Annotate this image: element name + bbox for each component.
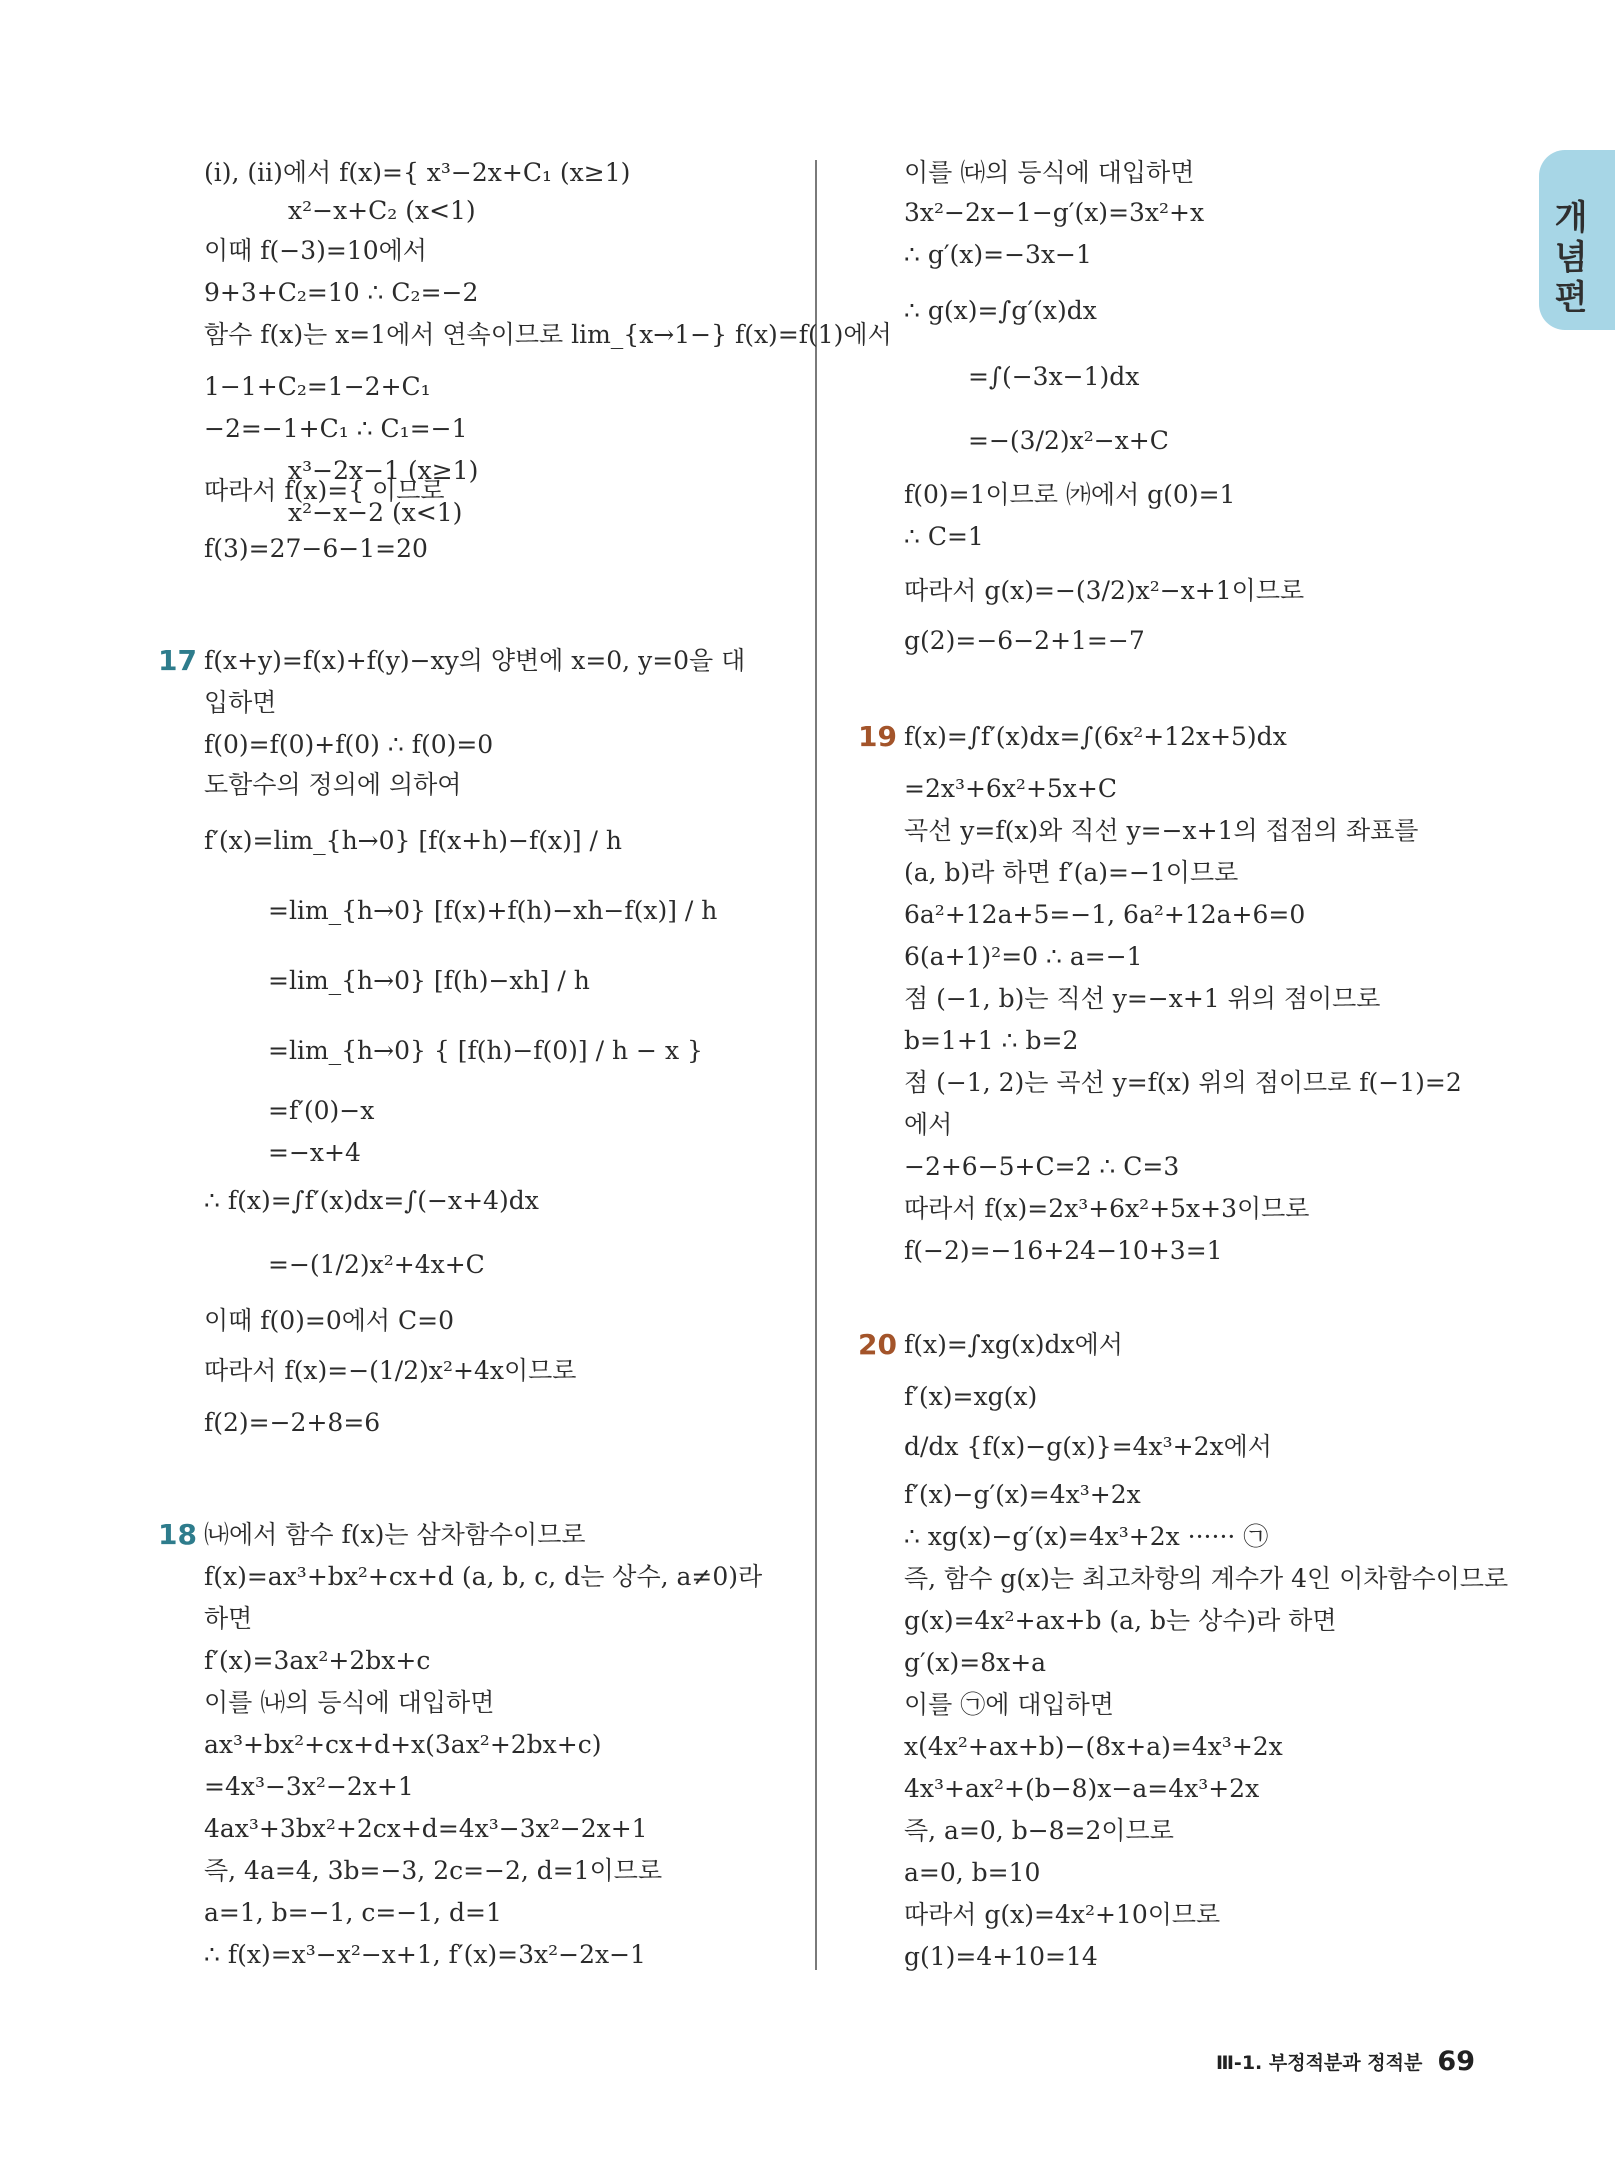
solution-line: 따라서 f(x)=2x³+6x²+5x+3이므로 bbox=[904, 1194, 1310, 1223]
solution-line: 6(a+1)²=0 ∴ a=−1 bbox=[904, 942, 1143, 971]
solution-line: d/dx {f(x)−g(x)}=4x³+2x에서 bbox=[904, 1432, 1272, 1461]
solution-line: x(4x²+ax+b)−(8x+a)=4x³+2x bbox=[904, 1732, 1283, 1761]
solution-line: b=1+1 ∴ b=2 bbox=[904, 1026, 1079, 1055]
side-tab-char: 념 bbox=[1554, 238, 1588, 278]
solution-line: g′(x)=8x+a bbox=[904, 1648, 1047, 1677]
solution-line: 6a²+12a+5=−1, 6a²+12a+6=0 bbox=[904, 900, 1306, 929]
solution-line: ∴ xg(x)−g′(x)=4x³+2x ······ ㉠ bbox=[904, 1522, 1269, 1551]
solution-line: 9+3+C₂=10 ∴ C₂=−2 bbox=[204, 278, 479, 307]
solution-line: 1−1+C₂=1−2+C₁ bbox=[204, 372, 431, 401]
solution-line: ∴ C=1 bbox=[904, 522, 984, 551]
side-tab-char: 개 bbox=[1554, 198, 1588, 238]
page-footer bbox=[1216, 2046, 1475, 2077]
solution-line: =2x³+6x²+5x+C bbox=[904, 774, 1117, 803]
solution-line: 따라서 f(x)={ 이므로 bbox=[204, 476, 445, 505]
solution-line: f(−2)=−16+24−10+3=1 bbox=[904, 1236, 1223, 1265]
solution-line: a=1, b=−1, c=−1, d=1 bbox=[204, 1898, 502, 1927]
side-tab-char: 편 bbox=[1554, 278, 1588, 318]
solution-line: (ⅰ), (ⅱ)에서 f(x)={ x³−2x+C₁ (x≥1) bbox=[204, 158, 631, 187]
solution-line: 즉, a=0, b−8=2이므로 bbox=[904, 1816, 1174, 1845]
solution-line: f(0)=1이므로 ㈎에서 g(0)=1 bbox=[904, 480, 1236, 509]
solution-line: 하면 bbox=[204, 1604, 253, 1633]
solution-line: f(x)=ax³+bx²+cx+d (a, b, c, d는 상수, a≠0)라 bbox=[204, 1562, 763, 1591]
solution-line: g(1)=4+10=14 bbox=[904, 1942, 1098, 1971]
problem-number: 17 bbox=[158, 644, 197, 677]
solution-line: f(x+y)=f(x)+f(y)−xy의 양변에 x=0, y=0을 대 bbox=[204, 646, 746, 675]
solution-line: =lim_{h→0} [f(x)+f(h)−xh−f(x)] / h bbox=[268, 896, 718, 925]
solution-line: f′(x)−g′(x)=4x³+2x bbox=[904, 1480, 1141, 1509]
solution-line: f(3)=27−6−1=20 bbox=[204, 534, 428, 563]
solution-line: f(x)=∫f′(x)dx=∫(6x²+12x+5)dx bbox=[904, 722, 1287, 751]
solution-line: f(0)=f(0)+f(0) ∴ f(0)=0 bbox=[204, 730, 494, 759]
solution-line: =lim_{h→0} { [f(h)−f(0)] / h − x } bbox=[268, 1036, 703, 1065]
solution-line: ∴ f(x)=x³−x²−x+1, f′(x)=3x²−2x−1 bbox=[204, 1940, 646, 1969]
solution-line: =f′(0)−x bbox=[268, 1096, 375, 1125]
solution-line: =−(3/2)x²−x+C bbox=[968, 426, 1169, 455]
problem-number: 19 bbox=[858, 720, 897, 753]
solution-line: x²−x−2 (x<1) bbox=[288, 498, 463, 527]
solution-line: −2=−1+C₁ ∴ C₁=−1 bbox=[204, 414, 468, 443]
solution-line: 점 (−1, b)는 직선 y=−x+1 위의 점이므로 bbox=[904, 984, 1381, 1013]
solution-line: f′(x)=lim_{h→0} [f(x+h)−f(x)] / h bbox=[204, 826, 623, 855]
solution-line: g(x)=4x²+ax+b (a, b는 상수)라 하면 bbox=[904, 1606, 1337, 1635]
page-number: 69 bbox=[1437, 2046, 1475, 2077]
solution-line: 이때 f(−3)=10에서 bbox=[204, 236, 427, 265]
solution-line: 3x²−2x−1−g′(x)=3x²+x bbox=[904, 198, 1205, 227]
section-side-tab bbox=[1539, 150, 1615, 330]
solution-line: (a, b)라 하면 f′(a)=−1이므로 bbox=[904, 858, 1239, 887]
solution-line: =∫(−3x−1)dx bbox=[968, 362, 1140, 391]
solution-line: f(2)=−2+8=6 bbox=[204, 1408, 381, 1437]
solution-line: 따라서 g(x)=−(3/2)x²−x+1이므로 bbox=[904, 576, 1305, 605]
column-divider bbox=[815, 160, 817, 1970]
solution-line: f′(x)=xg(x) bbox=[904, 1382, 1038, 1411]
solution-line: 이를 ㈏의 등식에 대입하면 bbox=[204, 1688, 495, 1717]
solution-line: a=0, b=10 bbox=[904, 1858, 1041, 1887]
solution-line: 입하면 bbox=[204, 688, 277, 717]
solution-line: 도함수의 정의에 의하여 bbox=[204, 770, 462, 799]
solution-line: ㈏에서 함수 f(x)는 삼차함수이므로 bbox=[204, 1520, 586, 1549]
solution-line: ∴ g(x)=∫g′(x)dx bbox=[904, 296, 1097, 325]
solution-line: 에서 bbox=[904, 1110, 953, 1139]
solution-line: 함수 f(x)는 x=1에서 연속이므로 lim_{x→1−} f(x)=f(1)에서 bbox=[204, 320, 892, 349]
solution-line: f′(x)=3ax²+2bx+c bbox=[204, 1646, 431, 1675]
solution-line: =4x³−3x²−2x+1 bbox=[204, 1772, 414, 1801]
solution-line: g(2)=−6−2+1=−7 bbox=[904, 626, 1145, 655]
solution-line: =−(1/2)x²+4x+C bbox=[268, 1250, 485, 1279]
solution-line: 이를 ㉠에 대입하면 bbox=[904, 1690, 1114, 1719]
solution-line: x³−2x−1 (x≥1) bbox=[288, 456, 479, 485]
solution-line: 4x³+ax²+(b−8)x−a=4x³+2x bbox=[904, 1774, 1260, 1803]
solution-line: 이때 f(0)=0에서 C=0 bbox=[204, 1306, 454, 1335]
footer-section-title: Ⅲ-1. 부정적분과 정적분 bbox=[1215, 2052, 1423, 2074]
solution-line: f(x)=∫xg(x)dx에서 bbox=[904, 1330, 1123, 1359]
solution-line: 즉, 함수 g(x)는 최고차항의 계수가 4인 이차함수이므로 bbox=[904, 1564, 1509, 1593]
solution-line: ∴ g′(x)=−3x−1 bbox=[904, 240, 1092, 269]
solution-line: ax³+bx²+cx+d+x(3ax²+2bx+c) bbox=[204, 1730, 602, 1759]
solution-line: ∴ f(x)=∫f′(x)dx=∫(−x+4)dx bbox=[204, 1186, 539, 1215]
solution-line: 곡선 y=f(x)와 직선 y=−x+1의 접점의 좌표를 bbox=[904, 816, 1419, 845]
problem-number: 18 bbox=[158, 1518, 197, 1551]
solution-line: 따라서 f(x)=−(1/2)x²+4x이므로 bbox=[204, 1356, 577, 1385]
solution-line: =−x+4 bbox=[268, 1138, 361, 1167]
solution-line: 즉, 4a=4, 3b=−3, 2c=−2, d=1이므로 bbox=[204, 1856, 663, 1885]
problem-number: 20 bbox=[858, 1328, 897, 1361]
solution-line: 따라서 g(x)=4x²+10이므로 bbox=[904, 1900, 1221, 1929]
solution-line: =lim_{h→0} [f(h)−xh] / h bbox=[268, 966, 590, 995]
solution-line: −2+6−5+C=2 ∴ C=3 bbox=[904, 1152, 1180, 1181]
solution-line: 점 (−1, 2)는 곡선 y=f(x) 위의 점이므로 f(−1)=2 bbox=[904, 1068, 1462, 1097]
solution-line: 이를 ㈐의 등식에 대입하면 bbox=[904, 158, 1195, 187]
solution-line: x²−x+C₂ (x<1) bbox=[288, 196, 476, 225]
solution-line: 4ax³+3bx²+2cx+d=4x³−3x²−2x+1 bbox=[204, 1814, 648, 1843]
